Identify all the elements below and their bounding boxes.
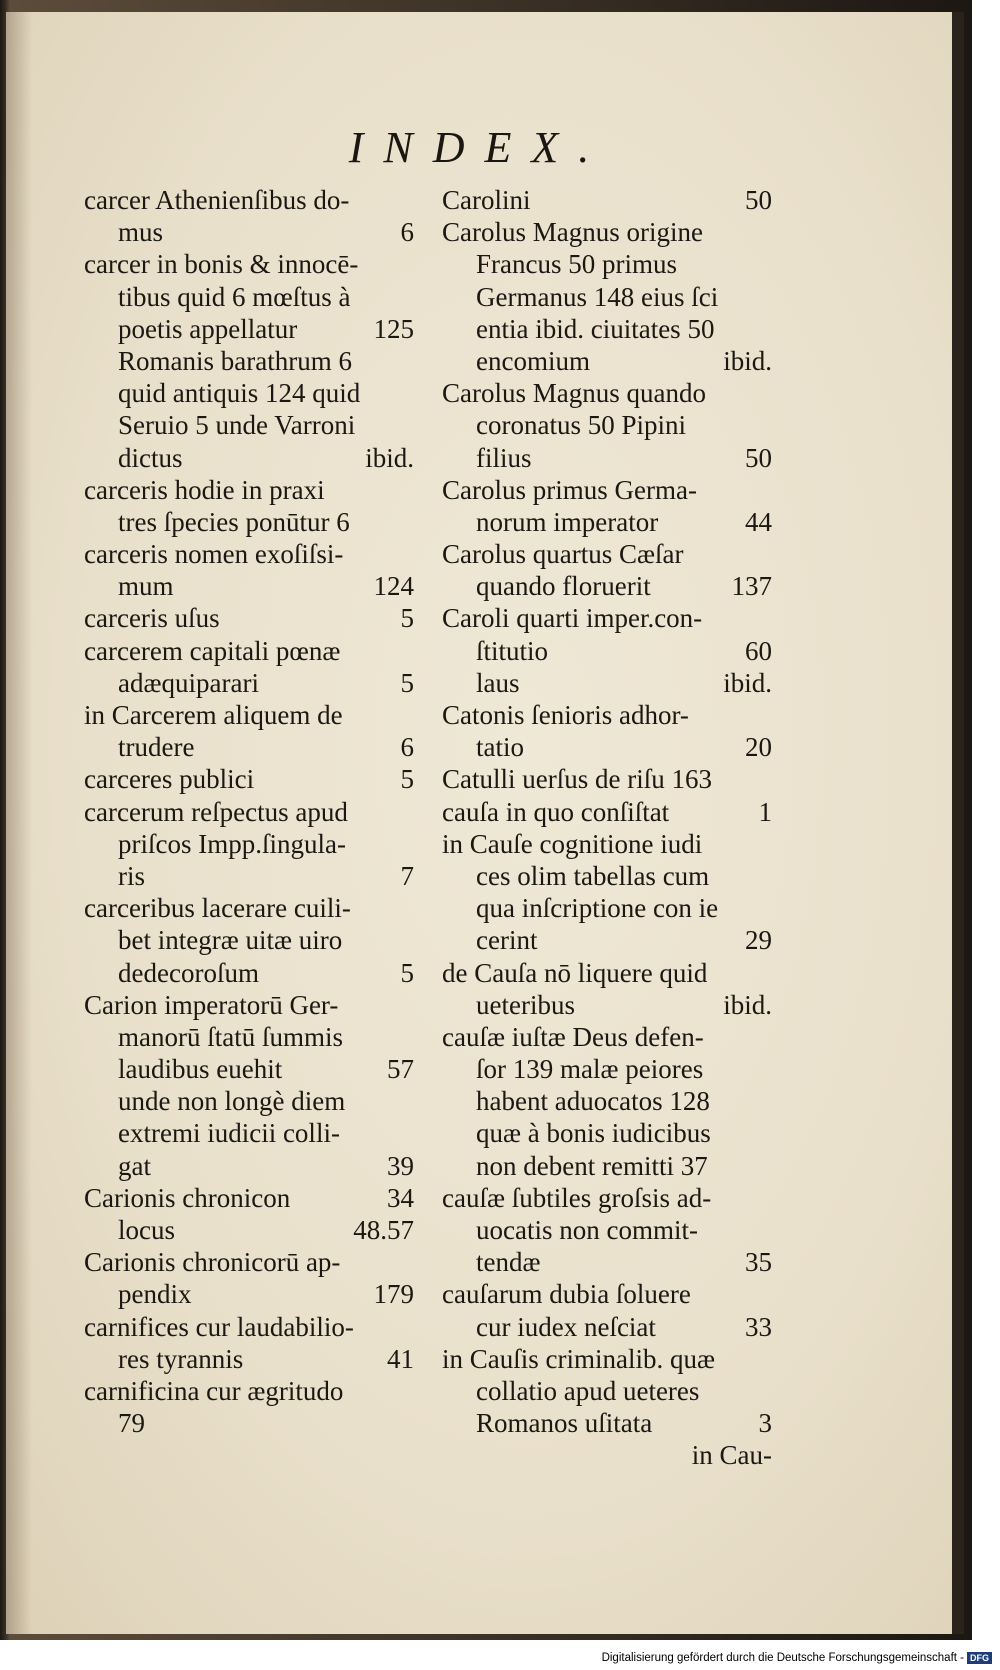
book-page xyxy=(6,12,964,1634)
index-entry-line xyxy=(84,763,414,795)
entry-text: adæquiparari xyxy=(118,667,259,698)
index-entry-line xyxy=(442,602,772,634)
entry-text: locus xyxy=(118,1215,175,1245)
entry-text: cerint xyxy=(476,925,538,956)
entry-text: bet integræ uitæ uiro xyxy=(118,925,343,956)
entry-text: Carolus Magnus origine xyxy=(442,217,703,248)
footer-credit xyxy=(602,1652,992,1664)
entry-text: cauſæ iuſtæ Deus defen- xyxy=(442,1021,704,1052)
entry-text: de Cauſa nō liquere quid xyxy=(442,957,708,988)
entry-text: Romanos uſitata xyxy=(476,1408,653,1439)
page-reference: 3 xyxy=(758,1408,772,1439)
index-entry-line xyxy=(442,216,772,248)
page-reference: 48.57 xyxy=(353,1215,414,1245)
entry-text: Seruio 5 unde Varroni xyxy=(118,410,356,441)
index-entry-line xyxy=(84,602,414,634)
index-entry-line xyxy=(84,1053,414,1085)
index-entry-line xyxy=(84,1214,414,1246)
entry-text: 79 xyxy=(118,1408,145,1439)
entry-text: ueteribus xyxy=(476,989,575,1020)
entry-text: carcer in bonis & innocē- xyxy=(84,249,359,280)
page-reference: 179 xyxy=(373,1279,414,1310)
index-entry-line xyxy=(84,538,414,570)
dfg-logo: DFG xyxy=(967,1652,992,1664)
entry-text: unde non longè diem xyxy=(118,1086,346,1117)
index-entry-line xyxy=(442,442,772,474)
page-reference: 44 xyxy=(745,506,772,537)
entry-text: cauſæ ſubtiles groſsis ad- xyxy=(442,1182,712,1213)
index-entry-line xyxy=(84,699,414,731)
entry-text: carceris hodie in praxi xyxy=(84,474,325,505)
index-entry-line xyxy=(84,1278,414,1310)
page-reference: 50 xyxy=(745,185,772,215)
entry-text: carceres publici xyxy=(84,764,255,795)
page-reference: ibid. xyxy=(723,345,772,376)
index-entry-line xyxy=(442,924,772,956)
entry-text: carnifices cur laudabilio- xyxy=(84,1311,354,1342)
index-entry-line xyxy=(442,474,772,506)
index-entry-line xyxy=(442,409,772,441)
index-entry-line xyxy=(442,1311,772,1343)
entry-text: norum imperator xyxy=(476,506,659,537)
index-entry-line xyxy=(442,860,772,892)
entry-text: in Cauſis criminalib. quæ xyxy=(442,1343,715,1374)
entry-text: quæ à bonis iudicibus xyxy=(476,1118,711,1149)
index-entry-line xyxy=(442,1182,772,1214)
entry-text: ris xyxy=(118,860,145,891)
entry-text: coronatus 50 Pipini xyxy=(476,410,686,441)
entry-text: manorū ſtatū ſummis xyxy=(118,1021,343,1052)
index-entry-line xyxy=(84,442,414,474)
page-reference: 6 xyxy=(400,732,414,763)
page-header: INDEX. xyxy=(348,123,610,172)
index-entry-line xyxy=(84,1375,414,1407)
entry-text: Carionis chronicon xyxy=(84,1182,291,1213)
entry-text: in Cauſe cognitione iudi xyxy=(442,828,703,859)
page-reference: 7 xyxy=(400,860,414,891)
entry-text: trudere xyxy=(118,732,195,763)
entry-text: Carionis chronicorū ap- xyxy=(84,1247,341,1278)
index-column-right xyxy=(442,184,772,1472)
entry-text: Romanis barathrum 6 xyxy=(118,345,352,376)
page-reference: 60 xyxy=(745,635,772,666)
index-entry-line xyxy=(442,1150,772,1182)
entry-text: quando floruerit xyxy=(476,571,651,602)
page-reference: 35 xyxy=(745,1247,772,1278)
index-entry-line xyxy=(84,1311,414,1343)
index-entry-line xyxy=(442,1117,772,1149)
page-reference: 34 xyxy=(387,1182,414,1213)
entry-text: priſcos Impp.ſingula- xyxy=(118,828,346,859)
entry-text: cauſa in quo conſiſtat xyxy=(442,796,670,827)
entry-text: cauſarum dubia ſoluere xyxy=(442,1279,691,1310)
index-entry-line xyxy=(84,313,414,345)
index-entry-line xyxy=(442,377,772,409)
entry-text: laus xyxy=(476,667,520,698)
entry-text: tendæ xyxy=(476,1247,541,1278)
index-entry-line xyxy=(84,957,414,989)
index-entry-line xyxy=(84,892,414,924)
page-reference: 5 xyxy=(400,667,414,698)
page-reference: 6 xyxy=(400,217,414,248)
index-entry-line xyxy=(84,1117,414,1149)
page-reference: 1 xyxy=(758,796,772,827)
page-reference: 41 xyxy=(387,1343,414,1374)
entry-text: Francus 50 primus xyxy=(476,249,677,280)
entry-text: in Carcerem aliquem de xyxy=(84,700,343,730)
index-entry-line xyxy=(84,281,414,313)
index-entry-line xyxy=(84,828,414,860)
entry-text: ſor 139 malæ peiores xyxy=(476,1054,704,1085)
entry-text: carcerem capitali pœnæ xyxy=(84,635,341,666)
index-entry-line xyxy=(442,1278,772,1310)
entry-text: gat xyxy=(118,1150,151,1181)
index-entry-line xyxy=(442,345,772,377)
index-entry-line xyxy=(442,699,772,731)
entry-text: Caroli quarti imper.con- xyxy=(442,603,703,634)
entry-text: habent aduocatos 128 xyxy=(476,1086,710,1117)
index-entry-line xyxy=(84,667,414,699)
entry-text: qua inſcriptione con ie xyxy=(476,893,719,924)
index-entry-line xyxy=(84,216,414,248)
page-reference: ibid. xyxy=(365,442,414,473)
index-entry-line xyxy=(442,1085,772,1117)
page-reference: ibid. xyxy=(723,989,772,1020)
index-entry-line xyxy=(442,828,772,860)
index-entry-line xyxy=(84,570,414,602)
index-entry-line xyxy=(84,1150,414,1182)
index-entry-line xyxy=(84,409,414,441)
entry-text: res tyrannis xyxy=(118,1343,244,1374)
entry-text: mus xyxy=(118,217,164,248)
index-entry-line xyxy=(442,989,772,1021)
index-entry-line xyxy=(442,506,772,538)
index-entry-line xyxy=(84,635,414,667)
index-column-left xyxy=(84,184,414,1439)
index-entry-line xyxy=(442,763,772,795)
entry-text: Carolus quartus Cæſar xyxy=(442,539,684,570)
index-entry-line xyxy=(84,506,414,538)
index-entry-line xyxy=(442,1375,772,1407)
index-entry-line xyxy=(84,377,414,409)
entry-text: poetis appellatur xyxy=(118,313,298,344)
index-entry-line xyxy=(442,281,772,313)
page-reference: 125 xyxy=(373,313,414,344)
index-entry-line xyxy=(442,1407,772,1439)
index-entry-line xyxy=(442,957,772,989)
index-entry-line xyxy=(84,1182,414,1214)
index-entry-line xyxy=(442,313,772,345)
index-entry-line xyxy=(442,1214,772,1246)
page-reference: 39 xyxy=(387,1150,414,1181)
page-reference: 50 xyxy=(745,442,772,473)
index-entry-line xyxy=(442,635,772,667)
index-entry-line xyxy=(84,989,414,1021)
entry-text: tibus quid 6 mœſtus à xyxy=(118,281,351,312)
entry-text: carcerum reſpectus apud xyxy=(84,796,348,827)
entry-text: non debent remitti 37 xyxy=(476,1150,708,1181)
index-entry-line xyxy=(84,184,414,216)
index-entry-line xyxy=(442,248,772,280)
entry-text: carnificina cur ægritudo xyxy=(84,1375,344,1406)
entry-text: ſtitutio xyxy=(476,635,549,666)
entry-text: uocatis non commit- xyxy=(476,1215,698,1245)
index-entry-line xyxy=(84,1021,414,1053)
index-entry-line xyxy=(442,1053,772,1085)
entry-text: ces olim tabellas cum xyxy=(476,860,710,891)
entry-text: quid antiquis 124 quid xyxy=(118,378,361,409)
entry-text: dedecoroſum xyxy=(118,957,259,988)
entry-text: Carolus Magnus quando xyxy=(442,378,706,409)
entry-text: carceris uſus xyxy=(84,603,220,634)
page-reference: 124 xyxy=(373,571,414,602)
index-entry-line xyxy=(442,538,772,570)
page-reference: 5 xyxy=(400,957,414,988)
entry-text: entia ibid. ciuitates 50 xyxy=(476,313,715,344)
entry-text: extremi iudicii colli- xyxy=(118,1118,340,1149)
entry-text: Catonis ſenioris adhor- xyxy=(442,700,689,730)
entry-text: dictus xyxy=(118,442,183,473)
entry-text: Carion imperatorū Ger- xyxy=(84,989,339,1020)
index-entry-line xyxy=(442,892,772,924)
entry-text: filius xyxy=(476,442,532,473)
catchword: in Cau- xyxy=(691,1440,772,1471)
entry-text: Carolus primus Germa- xyxy=(442,474,697,505)
index-entry-line xyxy=(84,248,414,280)
index-entry-line xyxy=(84,345,414,377)
entry-text: tres ſpecies ponūtur 6 xyxy=(118,506,350,537)
entry-text: carceris nomen exoſiſsi- xyxy=(84,539,344,570)
index-entry-line xyxy=(442,667,772,699)
index-entry-line xyxy=(84,1343,414,1375)
entry-text: laudibus euehit xyxy=(118,1054,283,1085)
entry-text: Germanus 148 eius ſci xyxy=(476,281,719,312)
entry-text: tatio xyxy=(476,732,524,763)
catchword-line xyxy=(442,1439,772,1471)
page-reference: 5 xyxy=(400,764,414,795)
index-entry-line xyxy=(442,184,772,216)
index-entry-line xyxy=(442,570,772,602)
index-entry-line xyxy=(442,731,772,763)
index-entry-line xyxy=(84,1407,414,1439)
index-entry-line xyxy=(442,1343,772,1375)
entry-text: mum xyxy=(118,571,174,602)
index-entry-line xyxy=(84,1246,414,1278)
index-entry-line xyxy=(84,796,414,828)
entry-text: pendix xyxy=(118,1279,192,1310)
index-entry-line xyxy=(84,1085,414,1117)
entry-text: carceribus lacerare cuili- xyxy=(84,893,351,924)
page-reference: 20 xyxy=(745,732,772,763)
index-entry-line xyxy=(442,796,772,828)
index-entry-line xyxy=(84,474,414,506)
entry-text: collatio apud ueteres xyxy=(476,1375,700,1406)
page-reference: 29 xyxy=(745,925,772,956)
index-entry-line xyxy=(442,1246,772,1278)
page-reference: 5 xyxy=(400,603,414,634)
entry-text: encomium xyxy=(476,345,590,376)
entry-text: Catulli uerſus de riſu 163 xyxy=(442,764,712,795)
index-entry-line xyxy=(84,731,414,763)
entry-text: cur iudex neſciat xyxy=(476,1311,656,1342)
footer-text: Digitalisierung gefördert durch die Deutsche Forschungsgemeinschaft - xyxy=(601,1652,964,1665)
index-entry-line xyxy=(84,860,414,892)
index-entry-line xyxy=(84,924,414,956)
page-reference: ibid. xyxy=(723,667,772,698)
page-reference: 33 xyxy=(745,1311,772,1342)
entry-text: carcer Athenienſibus do- xyxy=(84,185,350,215)
index-entry-line xyxy=(442,1021,772,1053)
entry-text: Carolini xyxy=(442,185,531,215)
page-reference: 137 xyxy=(731,571,772,602)
page-reference: 57 xyxy=(387,1054,414,1085)
